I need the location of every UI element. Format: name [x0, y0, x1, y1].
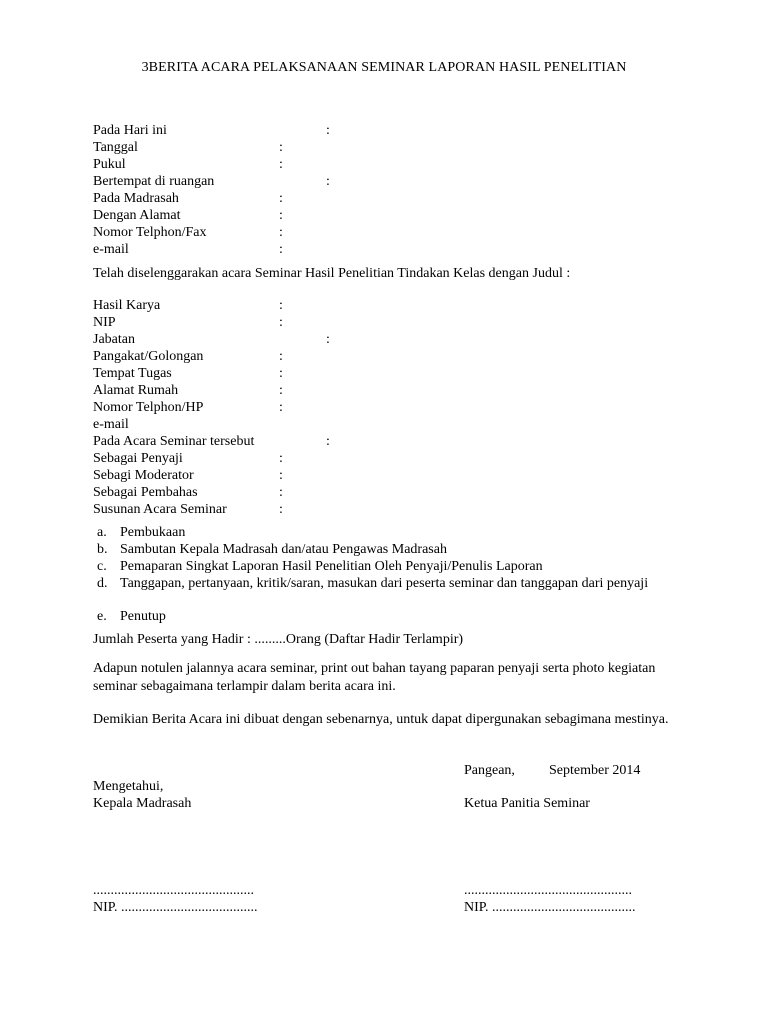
field-label: Jabatan	[93, 332, 135, 347]
field-label: NIP	[93, 315, 116, 330]
agenda-marker: a.	[97, 525, 107, 540]
participants-count: Jumlah Peserta yang Hadir : .........Orang (Daftar Hadir Terlampir)	[93, 632, 464, 647]
field-label: Dengan Alamat	[93, 208, 181, 223]
chair-nip: NIP. .........................................	[464, 900, 636, 915]
field-label: Alamat Rumah	[93, 383, 179, 398]
agenda-marker: c.	[97, 559, 107, 574]
field-label: Nomor Telphon/HP	[93, 400, 204, 415]
field-label: Pada Acara Seminar tersebut	[93, 434, 255, 449]
field-label: Tanggal	[93, 140, 138, 155]
field-label: Sebagai Pembahas	[93, 485, 198, 500]
chair-signature-line: ................................................	[464, 883, 632, 898]
field-label: Pada Madrasah	[93, 191, 179, 206]
headmaster-nip: NIP. .......................................	[93, 900, 258, 915]
field-colon: :	[279, 298, 283, 313]
agenda-text: Pemaparan Singkat Laporan Hasil Penelitian Oleh Penyaji/Penulis Laporan	[120, 559, 543, 574]
document-title: 3BERITA ACARA PELAKSANAAN SEMINAR LAPORAN HASIL PENELITIAN	[141, 60, 627, 75]
field-colon: :	[279, 502, 283, 517]
field-colon: :	[279, 366, 283, 381]
agenda-marker: b.	[97, 542, 108, 557]
field-colon: :	[326, 434, 330, 449]
field-label: Pangakat/Golongan	[93, 349, 204, 364]
closing-paragraph: Demikian Berita Acara ini dibuat dengan sebenarnya, untuk dapat dipergunakan sebagimana mestinya.	[93, 712, 669, 727]
field-colon: :	[279, 157, 283, 172]
headmaster-signature-line: ..............................................	[93, 883, 254, 898]
committee-chair-role: Ketua Panitia Seminar	[464, 796, 590, 811]
field-colon: :	[279, 349, 283, 364]
agenda-text: Penutup	[120, 609, 166, 624]
agenda-text: Sambutan Kepala Madrasah dan/atau Pengawas Madrasah	[120, 542, 447, 557]
agenda-marker: d.	[97, 576, 108, 591]
agenda-text: Tanggapan, pertanyaan, kritik/saran, masukan dari peserta seminar dan tanggapan dari penyaji	[120, 576, 649, 591]
field-colon: :	[279, 315, 283, 330]
field-colon: :	[279, 140, 283, 155]
field-colon: :	[279, 485, 283, 500]
headmaster-role: Kepala Madrasah	[93, 796, 192, 811]
field-colon: :	[279, 191, 283, 206]
field-label: Sebagai Penyaji	[93, 451, 183, 466]
field-colon: :	[279, 242, 283, 257]
field-label: Sebagi Moderator	[93, 468, 194, 483]
field-label: Pukul	[93, 157, 126, 172]
field-colon: :	[279, 468, 283, 483]
field-label: Hasil Karya	[93, 298, 161, 313]
field-colon: :	[326, 332, 330, 347]
agenda-text: Pembukaan	[120, 525, 186, 540]
signing-place: Pangean,	[464, 763, 515, 778]
acknowledged-label: Mengetahui,	[93, 779, 164, 794]
field-colon: :	[279, 225, 283, 240]
field-label: Susunan Acara Seminar	[93, 502, 227, 517]
signing-date: September 2014	[549, 763, 641, 778]
field-label: Bertempat di ruangan	[93, 174, 215, 189]
field-label: Nomor Telphon/Fax	[93, 225, 207, 240]
field-label: Tempat Tugas	[93, 366, 172, 381]
intro-paragraph: Telah diselenggarakan acara Seminar Hasil Penelitian Tindakan Kelas dengan Judul :	[93, 266, 571, 281]
field-colon: :	[326, 123, 330, 138]
field-colon: :	[279, 383, 283, 398]
notulen-paragraph: Adapun notulen jalannya acara seminar, print out bahan tayang paparan penyaji serta photo kegiatan seminar sebagaimana terlampir dalam berita acara ini.	[93, 661, 656, 694]
field-colon: :	[279, 400, 283, 415]
field-label: e-mail	[93, 417, 129, 432]
field-colon: :	[279, 208, 283, 223]
field-label: e-mail	[93, 242, 129, 257]
field-label: Pada Hari ini	[93, 123, 167, 138]
agenda-marker: e.	[97, 609, 107, 624]
field-colon: :	[326, 174, 330, 189]
field-colon: :	[279, 451, 283, 466]
